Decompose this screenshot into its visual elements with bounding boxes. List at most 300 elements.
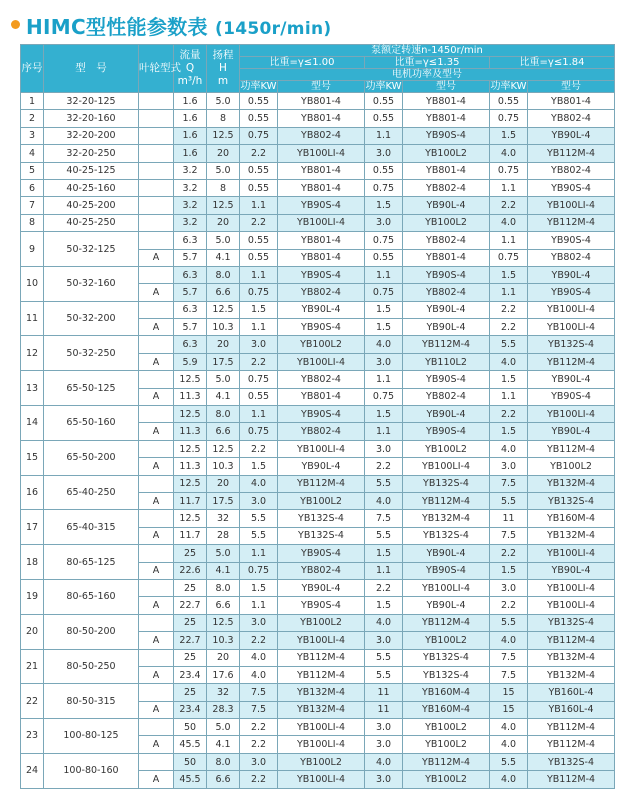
cell-impeller: A	[139, 353, 174, 370]
cell-t3: YB132M-4	[528, 666, 615, 683]
cell-q: 11.7	[174, 527, 207, 544]
cell-p3: 2.2	[490, 597, 528, 614]
cell-q: 25	[174, 579, 207, 596]
cell-impeller: A	[139, 666, 174, 683]
page-title	[26, 11, 331, 40]
cell-t3: YB112M-4	[528, 145, 615, 162]
table-row	[21, 753, 615, 770]
cell-q: 25	[174, 649, 207, 666]
cell-seq: 7	[21, 197, 44, 214]
cell-p1: 4.0	[240, 666, 278, 683]
cell-q: 23.4	[174, 701, 207, 718]
cell-p1: 3.0	[240, 492, 278, 509]
cell-p2: 1.1	[365, 423, 403, 440]
cell-impeller	[139, 232, 174, 249]
cell-impeller	[139, 614, 174, 631]
cell-model: 50-32-200	[44, 301, 139, 336]
cell-impeller	[139, 162, 174, 179]
cell-h: 8	[207, 179, 240, 196]
cell-h: 20	[207, 336, 240, 353]
cell-t3: YB112M-4	[528, 214, 615, 231]
cell-q: 3.2	[174, 214, 207, 231]
cell-t2: YB132S-4	[403, 527, 490, 544]
cell-p1: 2.2	[240, 145, 278, 162]
cell-t1: YB90L-4	[278, 458, 365, 475]
cell-t3: YB90S-4	[528, 232, 615, 249]
cell-h: 20	[207, 475, 240, 492]
cell-t3: YB90L-4	[528, 423, 615, 440]
cell-seq: 4	[21, 145, 44, 162]
cell-q: 12.5	[174, 440, 207, 457]
cell-p3: 2.2	[490, 301, 528, 318]
cell-seq: 23	[21, 719, 44, 754]
cell-t1: YB112M-4	[278, 475, 365, 492]
cell-t3: YB160M-4	[528, 510, 615, 527]
cell-h: 4.1	[207, 388, 240, 405]
cell-seq: 15	[21, 440, 44, 475]
cell-impeller	[139, 440, 174, 457]
cell-seq: 6	[21, 179, 44, 196]
cell-t1: YB100L2	[278, 753, 365, 770]
cell-t3: YB90L-4	[528, 371, 615, 388]
cell-h: 8.0	[207, 753, 240, 770]
cell-impeller	[139, 301, 174, 318]
header-power-3: 功率KW	[490, 81, 527, 92]
cell-q: 5.7	[174, 284, 207, 301]
cell-p2: 5.5	[365, 475, 403, 492]
table-row	[21, 649, 615, 666]
cell-t1: YB90L-4	[278, 579, 365, 596]
cell-p3: 1.5	[490, 562, 528, 579]
cell-impeller	[139, 475, 174, 492]
cell-p3: 4.0	[490, 353, 528, 370]
table-row	[21, 440, 615, 457]
cell-model: 50-32-160	[44, 266, 139, 301]
title-bar	[0, 0, 624, 44]
cell-t1: YB132M-4	[278, 684, 365, 701]
cell-h: 5.0	[207, 719, 240, 736]
cell-p1: 1.1	[240, 266, 278, 283]
cell-h: 12.5	[207, 197, 240, 214]
cell-t2: YB100L2	[403, 736, 490, 753]
cell-q: 22.6	[174, 562, 207, 579]
cell-p3: 1.5	[490, 371, 528, 388]
cell-h: 5.0	[207, 232, 240, 249]
cell-q: 12.5	[174, 406, 207, 423]
cell-p3: 7.5	[490, 527, 528, 544]
table-row	[21, 179, 615, 196]
cell-q: 6.3	[174, 266, 207, 283]
cell-impeller	[139, 371, 174, 388]
cell-seq: 12	[21, 336, 44, 371]
cell-t2: YB100L2	[403, 771, 490, 788]
cell-t2: YB100LI-4	[403, 579, 490, 596]
cell-p1: 0.55	[240, 110, 278, 127]
cell-t3: YB132S-4	[528, 614, 615, 631]
table-header	[21, 45, 615, 93]
cell-t1: YB802-4	[278, 284, 365, 301]
cell-p2: 0.75	[365, 232, 403, 249]
cell-t3: YB132S-4	[528, 336, 615, 353]
cell-t1: YB801-4	[278, 388, 365, 405]
cell-p3: 1.1	[490, 284, 528, 301]
cell-p1: 4.0	[240, 475, 278, 492]
cell-p3: 4.0	[490, 719, 528, 736]
cell-seq: 14	[21, 406, 44, 441]
cell-impeller: A	[139, 771, 174, 788]
title-speed: (1450r/min)	[215, 19, 332, 39]
cell-p1: 3.0	[240, 753, 278, 770]
header-flow: 流量 Q m³/h	[174, 45, 207, 93]
cell-impeller: A	[139, 319, 174, 336]
cell-t2: YB100L2	[403, 719, 490, 736]
cell-impeller: A	[139, 701, 174, 718]
cell-p1: 2.2	[240, 771, 278, 788]
cell-p3: 4.0	[490, 632, 528, 649]
cell-model: 80-50-315	[44, 684, 139, 719]
cell-t3: YB112M-4	[528, 771, 615, 788]
cell-q: 12.5	[174, 475, 207, 492]
table-row	[21, 719, 615, 736]
cell-h: 17.6	[207, 666, 240, 683]
cell-q: 50	[174, 719, 207, 736]
cell-p2: 1.5	[365, 319, 403, 336]
cell-p2: 1.1	[365, 266, 403, 283]
cell-p3: 3.0	[490, 458, 528, 475]
cell-model: 40-25-160	[44, 179, 139, 196]
cell-p3: 3.0	[490, 579, 528, 596]
cell-impeller	[139, 266, 174, 283]
cell-t1: YB112M-4	[278, 666, 365, 683]
cell-q: 1.6	[174, 127, 207, 144]
cell-p3: 15	[490, 701, 528, 718]
cell-impeller	[139, 214, 174, 231]
cell-h: 8.0	[207, 266, 240, 283]
cell-t3: YB132S-4	[528, 492, 615, 509]
cell-t2: YB132S-4	[403, 475, 490, 492]
cell-p1: 2.2	[240, 736, 278, 753]
cell-p3: 4.0	[490, 736, 528, 753]
cell-impeller	[139, 719, 174, 736]
cell-seq: 3	[21, 127, 44, 144]
header-head: 扬程 H m	[207, 45, 240, 93]
cell-q: 5.7	[174, 319, 207, 336]
cell-p2: 0.75	[365, 284, 403, 301]
cell-p2: 3.0	[365, 353, 403, 370]
cell-p3: 1.5	[490, 127, 528, 144]
cell-impeller: A	[139, 284, 174, 301]
cell-h: 12.5	[207, 301, 240, 318]
cell-p1: 1.1	[240, 597, 278, 614]
cell-p3: 2.2	[490, 319, 528, 336]
cell-t3: YB100L2	[528, 458, 615, 475]
cell-h: 32	[207, 684, 240, 701]
cell-t2: YB802-4	[403, 388, 490, 405]
cell-t2: YB90S-4	[403, 371, 490, 388]
cell-seq: 9	[21, 232, 44, 267]
cell-t3: YB90S-4	[528, 284, 615, 301]
cell-p3: 1.5	[490, 423, 528, 440]
cell-impeller	[139, 649, 174, 666]
cell-p1: 2.2	[240, 440, 278, 457]
title-main: HIMC型性能参数表	[26, 15, 208, 39]
cell-t3: YB90L-4	[528, 127, 615, 144]
cell-seq: 22	[21, 684, 44, 719]
cell-p1: 1.5	[240, 301, 278, 318]
cell-t2: YB100L2	[403, 632, 490, 649]
cell-t3: YB100LI-4	[528, 197, 615, 214]
cell-impeller: A	[139, 388, 174, 405]
table-row	[21, 336, 615, 353]
cell-impeller: A	[139, 736, 174, 753]
cell-model: 32-20-200	[44, 127, 139, 144]
cell-t1: YB100L2	[278, 614, 365, 631]
cell-t2: YB100L2	[403, 145, 490, 162]
header-gravity-1: 比重=γ≤1.00	[240, 57, 365, 69]
table-row	[21, 510, 615, 527]
cell-p3: 4.0	[490, 771, 528, 788]
table-row	[21, 162, 615, 179]
header-type-2: 型号	[403, 81, 490, 93]
cell-t2: YB90L-4	[403, 197, 490, 214]
cell-t2: YB90S-4	[403, 127, 490, 144]
cell-q: 50	[174, 753, 207, 770]
header-type-1: 型号	[278, 81, 365, 93]
cell-p2: 4.0	[365, 336, 403, 353]
cell-t1: YB132S-4	[278, 527, 365, 544]
cell-p3: 1.5	[490, 266, 528, 283]
cell-impeller: A	[139, 632, 174, 649]
cell-t3: YB802-4	[528, 162, 615, 179]
cell-p2: 3.0	[365, 145, 403, 162]
table-row	[21, 475, 615, 492]
cell-impeller: A	[139, 458, 174, 475]
cell-p1: 0.55	[240, 388, 278, 405]
cell-impeller: A	[139, 249, 174, 266]
cell-q: 22.7	[174, 597, 207, 614]
cell-q: 5.7	[174, 249, 207, 266]
cell-t2: YB100L2	[403, 214, 490, 231]
cell-t1: YB90L-4	[278, 301, 365, 318]
cell-t1: YB100LI-4	[278, 719, 365, 736]
table-row	[21, 545, 615, 562]
cell-model: 80-50-200	[44, 614, 139, 649]
cell-h: 4.1	[207, 736, 240, 753]
table-row	[21, 214, 615, 231]
cell-p2: 1.1	[365, 371, 403, 388]
cell-p2: 0.55	[365, 110, 403, 127]
cell-seq: 17	[21, 510, 44, 545]
cell-h: 10.3	[207, 458, 240, 475]
cell-p1: 5.5	[240, 527, 278, 544]
cell-t2: YB100LI-4	[403, 458, 490, 475]
cell-t1: YB100L2	[278, 336, 365, 353]
cell-h: 6.6	[207, 771, 240, 788]
header-gravity-2: 比重=γ≤1.35	[365, 57, 490, 69]
cell-seq: 5	[21, 162, 44, 179]
cell-model: 65-50-125	[44, 371, 139, 406]
cell-t3: YB100LI-4	[528, 545, 615, 562]
cell-h: 17.5	[207, 353, 240, 370]
cell-t3: YB90L-4	[528, 562, 615, 579]
cell-t2: YB160M-4	[403, 684, 490, 701]
cell-h: 5.0	[207, 371, 240, 388]
cell-t3: YB100LI-4	[528, 319, 615, 336]
cell-p2: 3.0	[365, 736, 403, 753]
cell-seq: 11	[21, 301, 44, 336]
cell-t2: YB90L-4	[403, 319, 490, 336]
cell-q: 3.2	[174, 197, 207, 214]
cell-h: 8	[207, 110, 240, 127]
cell-t2: YB112M-4	[403, 614, 490, 631]
cell-t1: YB90S-4	[278, 319, 365, 336]
cell-h: 28.3	[207, 701, 240, 718]
cell-p1: 0.55	[240, 162, 278, 179]
cell-model: 32-20-250	[44, 145, 139, 162]
cell-q: 6.3	[174, 232, 207, 249]
header-impeller: 叶轮型式	[139, 45, 174, 93]
cell-h: 6.6	[207, 423, 240, 440]
cell-p3: 5.5	[490, 492, 528, 509]
cell-t2: YB90S-4	[403, 562, 490, 579]
table-row	[21, 614, 615, 631]
header-power-2: 功率KW	[365, 81, 402, 92]
cell-seq: 18	[21, 545, 44, 580]
cell-p3: 2.2	[490, 406, 528, 423]
cell-p2: 0.55	[365, 93, 403, 110]
header-type-3: 型号	[528, 81, 615, 93]
cell-p1: 0.75	[240, 284, 278, 301]
cell-q: 25	[174, 545, 207, 562]
cell-t2: YB132S-4	[403, 649, 490, 666]
cell-q: 25	[174, 684, 207, 701]
cell-t1: YB100LI-4	[278, 632, 365, 649]
cell-impeller	[139, 406, 174, 423]
cell-t1: YB100LI-4	[278, 353, 365, 370]
cell-p1: 2.2	[240, 719, 278, 736]
cell-p2: 5.5	[365, 649, 403, 666]
cell-p1: 1.5	[240, 579, 278, 596]
cell-p3: 1.1	[490, 232, 528, 249]
cell-h: 6.6	[207, 284, 240, 301]
cell-seq: 8	[21, 214, 44, 231]
table-row	[21, 301, 615, 318]
cell-t1: YB801-4	[278, 179, 365, 196]
cell-t3: YB100LI-4	[528, 406, 615, 423]
cell-q: 3.2	[174, 162, 207, 179]
cell-p3: 7.5	[490, 475, 528, 492]
cell-impeller: A	[139, 492, 174, 509]
cell-p3: 0.75	[490, 162, 528, 179]
cell-p1: 0.75	[240, 127, 278, 144]
header-motor: 电机功率及型号	[240, 69, 615, 81]
cell-p3: 5.5	[490, 336, 528, 353]
cell-impeller	[139, 336, 174, 353]
cell-p1: 7.5	[240, 701, 278, 718]
cell-impeller	[139, 197, 174, 214]
cell-t1: YB100L2	[278, 492, 365, 509]
cell-t1: YB802-4	[278, 127, 365, 144]
cell-h: 12.5	[207, 614, 240, 631]
cell-p2: 1.5	[365, 197, 403, 214]
cell-model: 32-20-160	[44, 110, 139, 127]
cell-t1: YB100LI-4	[278, 214, 365, 231]
cell-t1: YB100LI-4	[278, 771, 365, 788]
cell-model: 40-25-250	[44, 214, 139, 231]
cell-seq: 21	[21, 649, 44, 684]
cell-p3: 5.5	[490, 614, 528, 631]
cell-model: 65-50-200	[44, 440, 139, 475]
cell-t1: YB801-4	[278, 249, 365, 266]
cell-t3: YB132S-4	[528, 753, 615, 770]
cell-t2: YB90S-4	[403, 423, 490, 440]
cell-p1: 7.5	[240, 684, 278, 701]
cell-t3: YB112M-4	[528, 440, 615, 457]
cell-h: 20	[207, 145, 240, 162]
cell-h: 17.5	[207, 492, 240, 509]
cell-t3: YB802-4	[528, 110, 615, 127]
cell-t3: YB90L-4	[528, 266, 615, 283]
cell-t1: YB90S-4	[278, 266, 365, 283]
cell-h: 10.3	[207, 319, 240, 336]
cell-t1: YB802-4	[278, 562, 365, 579]
cell-q: 6.3	[174, 336, 207, 353]
cell-t1: YB801-4	[278, 110, 365, 127]
cell-p3: 4.0	[490, 214, 528, 231]
cell-t2: YB132M-4	[403, 510, 490, 527]
header-gravity-3: 比重=γ≤1.84	[490, 57, 615, 69]
cell-q: 22.7	[174, 632, 207, 649]
cell-p2: 3.0	[365, 719, 403, 736]
cell-p2: 4.0	[365, 753, 403, 770]
cell-h: 28	[207, 527, 240, 544]
cell-t2: YB100L2	[403, 440, 490, 457]
cell-p2: 1.5	[365, 301, 403, 318]
cell-t2: YB112M-4	[403, 492, 490, 509]
cell-q: 12.5	[174, 371, 207, 388]
cell-seq: 24	[21, 753, 44, 788]
cell-impeller	[139, 93, 174, 110]
cell-p2: 11	[365, 684, 403, 701]
cell-p1: 1.5	[240, 458, 278, 475]
cell-seq: 1	[21, 93, 44, 110]
cell-t1: YB90S-4	[278, 597, 365, 614]
cell-p3: 0.55	[490, 93, 528, 110]
cell-t3: YB90S-4	[528, 179, 615, 196]
cell-p1: 1.1	[240, 319, 278, 336]
table-row	[21, 406, 615, 423]
performance-table	[20, 44, 615, 789]
header-model: 型 号	[44, 45, 139, 93]
cell-q: 12.5	[174, 510, 207, 527]
cell-impeller: A	[139, 527, 174, 544]
table-row	[21, 579, 615, 596]
cell-h: 12.5	[207, 440, 240, 457]
cell-h: 4.1	[207, 562, 240, 579]
cell-t2: YB801-4	[403, 162, 490, 179]
cell-t1: YB90S-4	[278, 406, 365, 423]
cell-t1: YB90S-4	[278, 545, 365, 562]
cell-t1: YB132S-4	[278, 510, 365, 527]
cell-p1: 0.75	[240, 371, 278, 388]
cell-impeller	[139, 145, 174, 162]
table-row	[21, 197, 615, 214]
cell-model: 50-32-250	[44, 336, 139, 371]
cell-p2: 1.1	[365, 562, 403, 579]
cell-model: 65-40-250	[44, 475, 139, 510]
cell-t2: YB90L-4	[403, 406, 490, 423]
cell-h: 5.0	[207, 545, 240, 562]
